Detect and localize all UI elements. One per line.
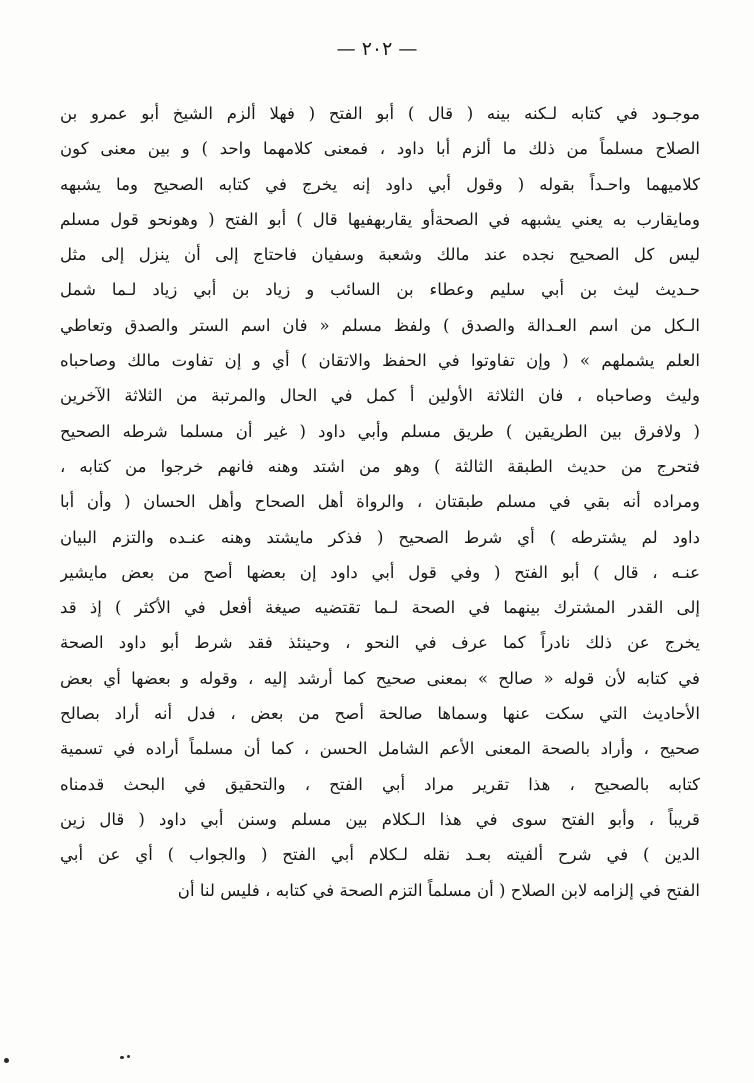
text-line: موجـود في كتابه لـكنه بينه ( قال ) أبو الفتح ( فهلا ألزم الشيخ أبو عمرو بن xyxy=(60,104,700,123)
scan-speck xyxy=(120,1056,124,1059)
text-line: صحيح ، وأراد بالصحة المعنى الأعم الشامل الحسن ، كما أن مسلماً أراده في تسمية xyxy=(60,739,700,759)
text-line: ومايقارب به يعني يشبهه في الصحةأو يقاربهفيها قال ) أبو الفتح ( وهونحو قول مسلم xyxy=(60,209,700,229)
scan-speck xyxy=(127,1055,130,1058)
text-line: داود لم يشترطه ) أي شرط الصحيح ( فذكر مايشتد وهنه عنـده والتزم البيان xyxy=(60,527,700,547)
text-line: كتابه بالصحيح ، هذا تقرير مراد أبي الفتح ، والتحقيق في البحث قدمناه xyxy=(60,774,700,794)
text-line: عنـه ، قال ) أبو الفتح ( وفي قول أبي داود إن بعضها أصح من بعض مايشير xyxy=(60,562,700,582)
text-line: فتحرج من حديث الطبقة الثالثة ) وهو من اشتد وهنه فانهم خرجوا من كتابه ، xyxy=(60,456,700,476)
body-text xyxy=(60,96,700,908)
scan-speck xyxy=(4,1058,9,1063)
text-line: الدين ) في شرح ألفيته بعـد نقله لـكلام أبي الفتح ( والجواب ) أي عن أبي xyxy=(60,845,700,865)
text-line: ومراده أنه بقي في مسلم طبقتان ، والرواة أهل الصحاح وأهل الحسان ( وأن أبا xyxy=(60,492,700,512)
text-line: ليس كل الصحيح نجده عند مالك وشعبة وسفيان فاحتاج إلى أن ينزل إلى مثل xyxy=(60,245,700,265)
page-number: — ٢٠٢ — xyxy=(336,38,418,60)
text-line: الأحاديث التي سكت عنها وسماها صالحة أصح من بعض ، فدل أنه أراد بصالح xyxy=(60,704,700,724)
text-line: إلى القدر المشترك بينهما في الصحة لـما تقتضيه صيغة أفعل في الأكثر ) إذ قد xyxy=(60,598,700,618)
text-line: قريباً ، وأبو الفتح سوى في هذا الـكلام بين مسلم وسنن أبي داود ( قال زين xyxy=(60,809,700,829)
text-line: ( ولافرق بين الطريقين ) طريق مسلم وأبي داود ( غير أن مسلما شرطه الصحيح xyxy=(60,421,700,441)
text-line: العلم يشملهم » ( وإن تفاوتوا في الحفظ والاتقان ) أي و إن تفاوت مالك وصاحباه xyxy=(60,351,700,371)
text-line: يخرج عن ذلك نادراً كما عرف في النحو ، وحينئذ فقد شرط أبو داود الصحة xyxy=(60,633,700,653)
text-line: في كتابه لأن قوله « صالح » بمعنى صحيح كما أرشد إليه ، وقوله و بعضها أي بعض xyxy=(60,668,700,688)
text-line: الصلاح مسلماً من ذلك ما ألزم أبا داود ، فمعنى كلامهما واحد ) و بين معنى كون xyxy=(60,139,700,159)
text-line: حـديث ليث بن أبي سليم وعطاء بن السائب و زياد بن أبي زياد لـما شمل xyxy=(60,280,700,300)
text-line: الفتح في إلزامه لابن الصلاح ( أن مسلماً التزم الصحة في كتابه ، فليس لنا أن xyxy=(177,880,700,900)
text-line: كلاميهما واحـداً بقوله ( وقول أبي داود إنه يخرج في كتابه الصحيح وما يشبهه xyxy=(60,174,700,194)
text-line: الـكل من اسم العـدالة والصدق ) ولفظ مسلم « فان اسم الستر والصدق وتعاطي xyxy=(60,315,700,335)
text-line: وليث وصاحباه ، فان الثلاثة الأولين أ كمل في الحال والمرتبة من الثلاثة الآخرين xyxy=(60,386,700,406)
